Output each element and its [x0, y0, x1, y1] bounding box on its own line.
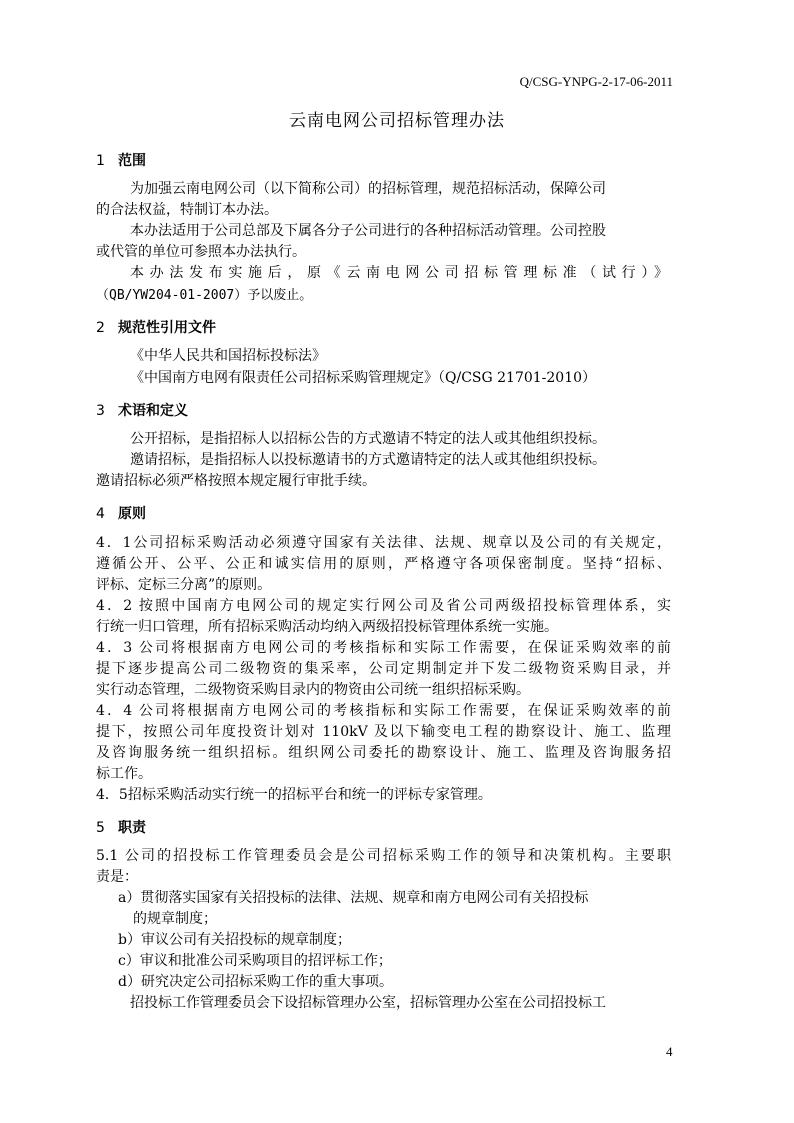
list-item-continuation: 的规章制度； — [133, 911, 217, 927]
paragraph-line: 公开招标，是指招标人以招标公告的方式邀请不特定的法人或其他组织投标。 — [130, 431, 606, 447]
section-title: 原则 — [118, 506, 146, 522]
paragraph-line: 提下逐步提高公司二级物资的集采率，公司定期制定并下发二级物资采购目录，并 — [96, 661, 671, 677]
section-1-heading — [96, 150, 146, 170]
paragraph-line: （QB/YW204-01-2007）予以废止。 — [96, 288, 313, 303]
paragraph-line: 5.1 公司的招投标工作管理委员会是公司招标采购工作的领导和决策机构。主要职 — [96, 848, 671, 864]
section-number: 4 — [96, 506, 105, 522]
paragraph-line: 4．5招标采购活动实行统一的招标平台和统一的评标专家管理。 — [96, 787, 492, 803]
section-5-heading — [96, 817, 146, 837]
paragraph-line: 及咨询服务统一组织招标。组织网公司委托的勘察设计、施工、监理及咨询服务招 — [96, 745, 671, 761]
section-number: 5 — [96, 820, 105, 836]
paragraph-line: 遵循公开、公平、公正和诚实信用的原则，严格遵守各项保密制度。坚持“招标、 — [96, 556, 671, 572]
paragraph-line: 邀请招标必须严格按照本规定履行审批手续。 — [96, 473, 376, 489]
paragraph-line: 行统一归口管理，所有招标采购活动均纳入两级招投标管理体系统一实施。 — [96, 619, 558, 635]
list-item: a）贯彻落实国家有关招投标的法律、法规、规章和南方电网公司有关招投标 — [118, 890, 589, 906]
section-2-heading — [96, 317, 216, 337]
section-title: 规范性引用文件 — [118, 320, 216, 336]
paragraph-line: 招投标工作管理委员会下设招标管理办公室，招标管理办公室在公司招投标工 — [130, 995, 606, 1011]
document-title: 云南电网公司招标管理办法 — [289, 111, 505, 131]
paragraph-line: 4．2 按照中国南方电网公司的规定实行网公司及省公司两级招投标管理体系，实 — [96, 598, 671, 614]
document-code: Q/CSG-YNPG-2-17-06-2011 — [519, 74, 673, 89]
paragraph-line: 的合法权益，特制订本办法。 — [96, 202, 278, 218]
paragraph-line: 本办法适用于公司总部及下属各分子公司进行的各种招标活动管理。公司控股 — [130, 223, 606, 239]
section-title: 术语和定义 — [118, 403, 188, 419]
paragraph-line: 提下，按照公司年度投资计划对 110kV 及以下输变电工程的勘察设计、施工、监理 — [96, 724, 671, 740]
paragraph-line: 或代管的单位可参照本办法执行。 — [96, 244, 306, 260]
reference-item: 《中华人民共和国招标投标法》 — [130, 348, 326, 364]
paragraph-line: 4．1公司招标采购活动必须遵守国家有关法律、法规、规章以及公司的有关规定， — [96, 535, 671, 551]
paragraph-line: 本办法发布实施后，原《云南电网公司招标管理标准（试行）》 — [130, 265, 668, 281]
list-item: d）研究决定公司招标采购工作的重大事项。 — [118, 974, 393, 990]
section-number: 1 — [96, 153, 105, 169]
list-item: c）审议和批准公司采购项目的招评标工作； — [118, 953, 392, 969]
paragraph-line: 标工作。 — [96, 766, 152, 782]
paragraph-line: 邀请招标，是指招标人以投标邀请书的方式邀请特定的法人或其他组织投标。 — [130, 452, 606, 468]
paragraph-line: 责是： — [96, 869, 138, 885]
section-number: 3 — [96, 403, 105, 419]
page-number: 4 — [666, 1044, 673, 1059]
paragraph-line: 为加强云南电网公司（以下简称公司）的招标管理，规范招标活动，保障公司 — [130, 181, 606, 197]
paragraph-line: 4．3 公司将根据南方电网公司的考核指标和实际工作需要，在保证采购效率的前 — [96, 640, 671, 656]
paragraph-line: 评标、定标三分离”的原则。 — [96, 577, 272, 593]
section-title: 范围 — [118, 153, 146, 169]
section-4-heading — [96, 503, 146, 523]
reference-item: 《中国南方电网有限责任公司招标采购管理规定》（Q/CSG 21701-2010） — [130, 370, 597, 386]
list-item: b）审议公司有关招投标的规章制度； — [118, 932, 351, 948]
section-3-heading — [96, 400, 188, 420]
paragraph-line: 4．4 公司将根据南方电网公司的考核指标和实际工作需要，在保证采购效率的前 — [96, 703, 671, 719]
section-title: 职责 — [118, 820, 146, 836]
paragraph-line: 实行动态管理，二级物资采购目录内的物资由公司统一组织招标采购。 — [96, 682, 530, 698]
section-number: 2 — [96, 320, 105, 336]
